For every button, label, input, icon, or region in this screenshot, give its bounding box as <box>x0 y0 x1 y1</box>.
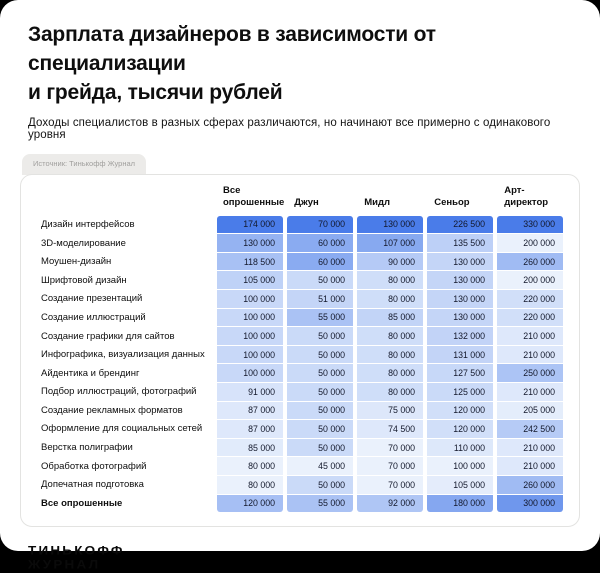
table-row <box>35 253 566 271</box>
table-row <box>35 216 566 234</box>
page-title <box>28 21 572 108</box>
table-header-row <box>35 185 566 216</box>
row-label: Айдентика и брендинг <box>41 367 140 379</box>
salary-cell: 90 000 <box>357 253 423 271</box>
row-label: Оформление для социальных сетей <box>41 423 203 435</box>
salary-cell: 87 000 <box>217 402 283 420</box>
salary-cell: 200 000 <box>497 271 563 289</box>
salary-cell: 100 000 <box>217 327 283 345</box>
salary-cell: 70 000 <box>287 216 353 234</box>
table-row <box>35 346 566 364</box>
row-label: Обработка фотографий <box>41 460 147 472</box>
salary-cell: 100 000 <box>217 364 283 382</box>
salary-cell: 130 000 <box>427 309 493 327</box>
table-row <box>35 402 566 420</box>
logo-line2: ЖУРНАЛ <box>28 557 101 572</box>
salary-cell: 85 000 <box>217 439 283 457</box>
salary-cell: 120 000 <box>427 402 493 420</box>
salary-cell: 205 000 <box>497 402 563 420</box>
table-row <box>35 271 566 289</box>
salary-cell: 127 500 <box>427 364 493 382</box>
salary-cell: 120 000 <box>217 495 283 513</box>
salary-cell: 120 000 <box>427 420 493 438</box>
salary-cell: 45 000 <box>287 457 353 475</box>
salary-cell: 50 000 <box>287 327 353 345</box>
salary-cell: 100 000 <box>427 457 493 475</box>
salary-cell: 210 000 <box>497 346 563 364</box>
salary-cell: 110 000 <box>427 439 493 457</box>
salary-table <box>20 174 580 527</box>
salary-cell: 125 000 <box>427 383 493 401</box>
salary-cell: 55 000 <box>287 309 353 327</box>
salary-cell: 220 000 <box>497 309 563 327</box>
salary-cell: 70 000 <box>357 476 423 494</box>
salary-cell: 132 000 <box>427 327 493 345</box>
column-header: Сеньор <box>434 196 470 208</box>
table-body <box>35 216 566 513</box>
salary-cell: 260 000 <box>497 476 563 494</box>
salary-cell: 80 000 <box>357 346 423 364</box>
salary-cell: 50 000 <box>287 420 353 438</box>
table-row <box>35 383 566 401</box>
salary-cell: 130 000 <box>217 234 283 252</box>
salary-cell: 80 000 <box>357 383 423 401</box>
row-label: Шрифтовой дизайн <box>41 274 127 286</box>
salary-cell: 50 000 <box>287 364 353 382</box>
salary-cell: 75 000 <box>357 402 423 420</box>
salary-cell: 330 000 <box>497 216 563 234</box>
salary-cell: 87 000 <box>217 420 283 438</box>
row-label: Создание иллюстраций <box>41 311 146 323</box>
salary-cell: 50 000 <box>287 476 353 494</box>
salary-cell: 50 000 <box>287 271 353 289</box>
row-label: Создание графики для сайтов <box>41 330 175 342</box>
salary-cell: 100 000 <box>217 346 283 364</box>
salary-cell: 210 000 <box>497 327 563 345</box>
row-label: 3D-моделирование <box>41 237 126 249</box>
salary-cell: 80 000 <box>217 476 283 494</box>
salary-cell: 50 000 <box>287 402 353 420</box>
page-title-line2: и грейда, тысячи рублей <box>28 80 283 104</box>
salary-cell: 105 000 <box>217 271 283 289</box>
salary-cell: 210 000 <box>497 383 563 401</box>
salary-cell: 50 000 <box>287 439 353 457</box>
salary-cell: 60 000 <box>287 234 353 252</box>
page-title-line1: Зарплата дизайнеров в зависимости от специализации <box>28 23 436 75</box>
salary-cell: 107 000 <box>357 234 423 252</box>
salary-cell: 50 000 <box>287 383 353 401</box>
header <box>0 0 600 141</box>
salary-cell: 130 000 <box>427 253 493 271</box>
table-row <box>35 476 566 494</box>
column-header: Арт-директор <box>504 184 549 208</box>
salary-cell: 60 000 <box>287 253 353 271</box>
salary-cell: 250 000 <box>497 364 563 382</box>
salary-cell: 118 500 <box>217 253 283 271</box>
salary-cell: 130 000 <box>427 290 493 308</box>
salary-cell: 220 000 <box>497 290 563 308</box>
column-header: Мидл <box>364 196 391 208</box>
salary-cell: 80 000 <box>217 457 283 475</box>
salary-cell: 100 000 <box>217 309 283 327</box>
row-label: Создание рекламных форматов <box>41 404 183 416</box>
table-row <box>35 309 566 327</box>
salary-cell: 260 000 <box>497 253 563 271</box>
row-label: Допечатная подготовка <box>41 479 144 491</box>
salary-cell: 80 000 <box>357 364 423 382</box>
salary-cell: 226 500 <box>427 216 493 234</box>
salary-cell: 130 000 <box>357 216 423 234</box>
tinkoff-journal-logo <box>28 544 600 572</box>
table-row <box>35 495 566 513</box>
table-row <box>35 439 566 457</box>
salary-cell: 70 000 <box>357 457 423 475</box>
column-header: Все опрошенные <box>223 184 285 208</box>
salary-cell: 70 000 <box>357 439 423 457</box>
table-row <box>35 327 566 345</box>
salary-cell: 242 500 <box>497 420 563 438</box>
salary-cell: 55 000 <box>287 495 353 513</box>
salary-cell: 130 000 <box>427 271 493 289</box>
salary-cell: 80 000 <box>357 271 423 289</box>
row-label: Дизайн интерфейсов <box>41 218 135 230</box>
table-row <box>35 290 566 308</box>
source-tab: Источник: Тинькофф Журнал <box>22 154 146 175</box>
salary-cell: 50 000 <box>287 346 353 364</box>
salary-cell: 210 000 <box>497 439 563 457</box>
salary-cell: 80 000 <box>357 290 423 308</box>
salary-cell: 105 000 <box>427 476 493 494</box>
row-label: Все опрошенные <box>41 497 123 509</box>
row-label: Создание презентаций <box>41 293 143 305</box>
salary-cell: 174 000 <box>217 216 283 234</box>
row-label: Моушен-дизайн <box>41 256 112 268</box>
logo-line1: ТИНЬКОФФ <box>28 543 125 558</box>
page-subtitle: Доходы специалистов в разных сферах различаются, но начинают все примерно с одинакового уровня <box>28 116 551 141</box>
table-row <box>35 420 566 438</box>
salary-cell: 300 000 <box>497 495 563 513</box>
salary-cell: 51 000 <box>287 290 353 308</box>
salary-cell: 74 500 <box>357 420 423 438</box>
table-row <box>35 364 566 382</box>
table-row <box>35 457 566 475</box>
salary-cell: 180 000 <box>427 495 493 513</box>
column-header: Джун <box>294 196 319 208</box>
salary-cell: 80 000 <box>357 327 423 345</box>
salary-cell: 85 000 <box>357 309 423 327</box>
row-label: Подбор иллюстраций, фотографий <box>41 386 197 398</box>
salary-cell: 200 000 <box>497 234 563 252</box>
salary-cell: 131 000 <box>427 346 493 364</box>
salary-cell: 91 000 <box>217 383 283 401</box>
salary-cell: 100 000 <box>217 290 283 308</box>
row-label: Инфографика, визуализация данных <box>41 349 205 361</box>
salary-cell: 135 500 <box>427 234 493 252</box>
salary-cell: 210 000 <box>497 457 563 475</box>
salary-cell: 92 000 <box>357 495 423 513</box>
table-row <box>35 234 566 252</box>
row-label: Верстка полиграфии <box>41 442 133 454</box>
